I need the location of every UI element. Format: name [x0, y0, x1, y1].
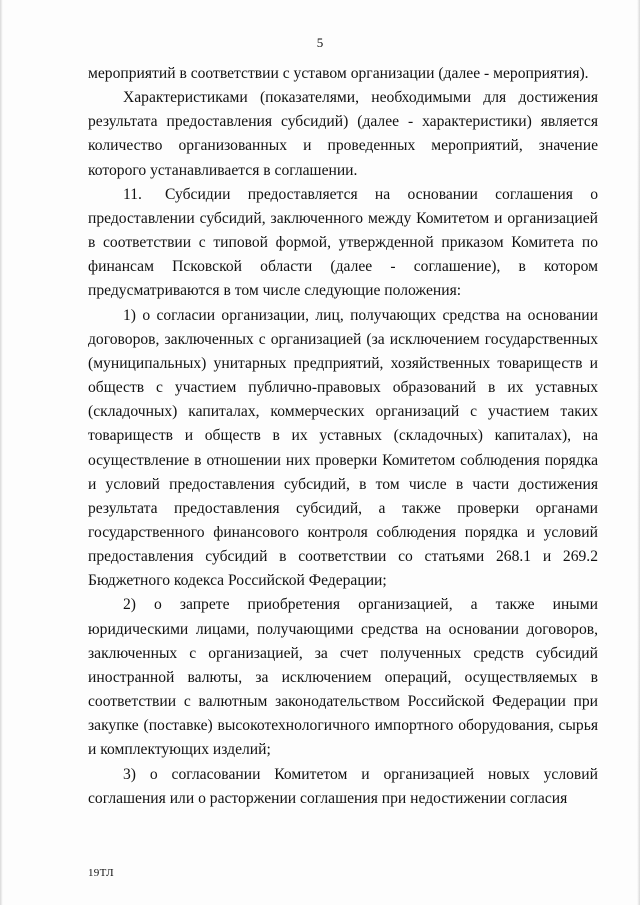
paragraph-characteristics: Характеристиками (показателями, необходимыми для достижения результата предоставления субсидий) (далее - характеристики) является количество организованных и проведенных мероприятий, значение которого устанавливается в соглашении. [88, 89, 598, 179]
scan-edge-left [0, 0, 3, 905]
list-item-1: 1) о согласии организации, лиц, получающих средства на основании договоров, заключенных с организацией (за исключением государственных (муниципальных) унитарных предприятий, хозяйственных товариществ и обществ с участием публично-правовых образований в их уставных (складочных) капиталах, коммерческих организаций с участием таких товариществ и обществ в их уставных (складочных) капиталах), на осуществление в отношении них проверки Комитетом соблюдения порядка и условий предоставления субсидий, в том числе в части достижения результата предоставления субсидий, а также проверки органами государственного финансового контроля соблюдения порядка и условий предоставления субсидий в соответствии со статьями 268.1 и 269.2 Бюджетного кодекса Российской Федерации; [88, 306, 598, 590]
page-number: 5 [316, 35, 324, 50]
list-item-3: 3) о согласовании Комитетом и организацией новых условий соглашения или о расторжении соглашения при недостижении согласия [88, 765, 598, 807]
document-body [88, 62, 598, 811]
list-item-2: 2) о запрете приобретения организацией, а также иными юридическими лицами, получающими средства на основании договоров, заключенных с организацией, за счет полученных средств субсидий иностранной валюты, за исключением операций, осуществляемых в соответствии с валютным законодательством Российской Федерации при закупке (поставке) высокотехнологичного импортного оборудования, сырья и комплектующих изделий; [88, 596, 598, 759]
footer-code: 19ТЛ [88, 867, 114, 879]
paragraph-11 [88, 183, 598, 304]
paragraph-11-text: Субсидии предоставляется на основании соглашения о предоставлении субсидий, заключенного между Комитетом и организацией в соответствии с типовой формой, утвержденной приказом Комитета по финансам Псковской области (далее - соглашение), в котором предусматриваются в том числе следующие положения: [88, 185, 598, 300]
paragraph-11-number: 11. [123, 185, 142, 203]
paragraph-continuation: мероприятий в соответствии с уставом организации (далее - мероприятия). [88, 65, 589, 82]
